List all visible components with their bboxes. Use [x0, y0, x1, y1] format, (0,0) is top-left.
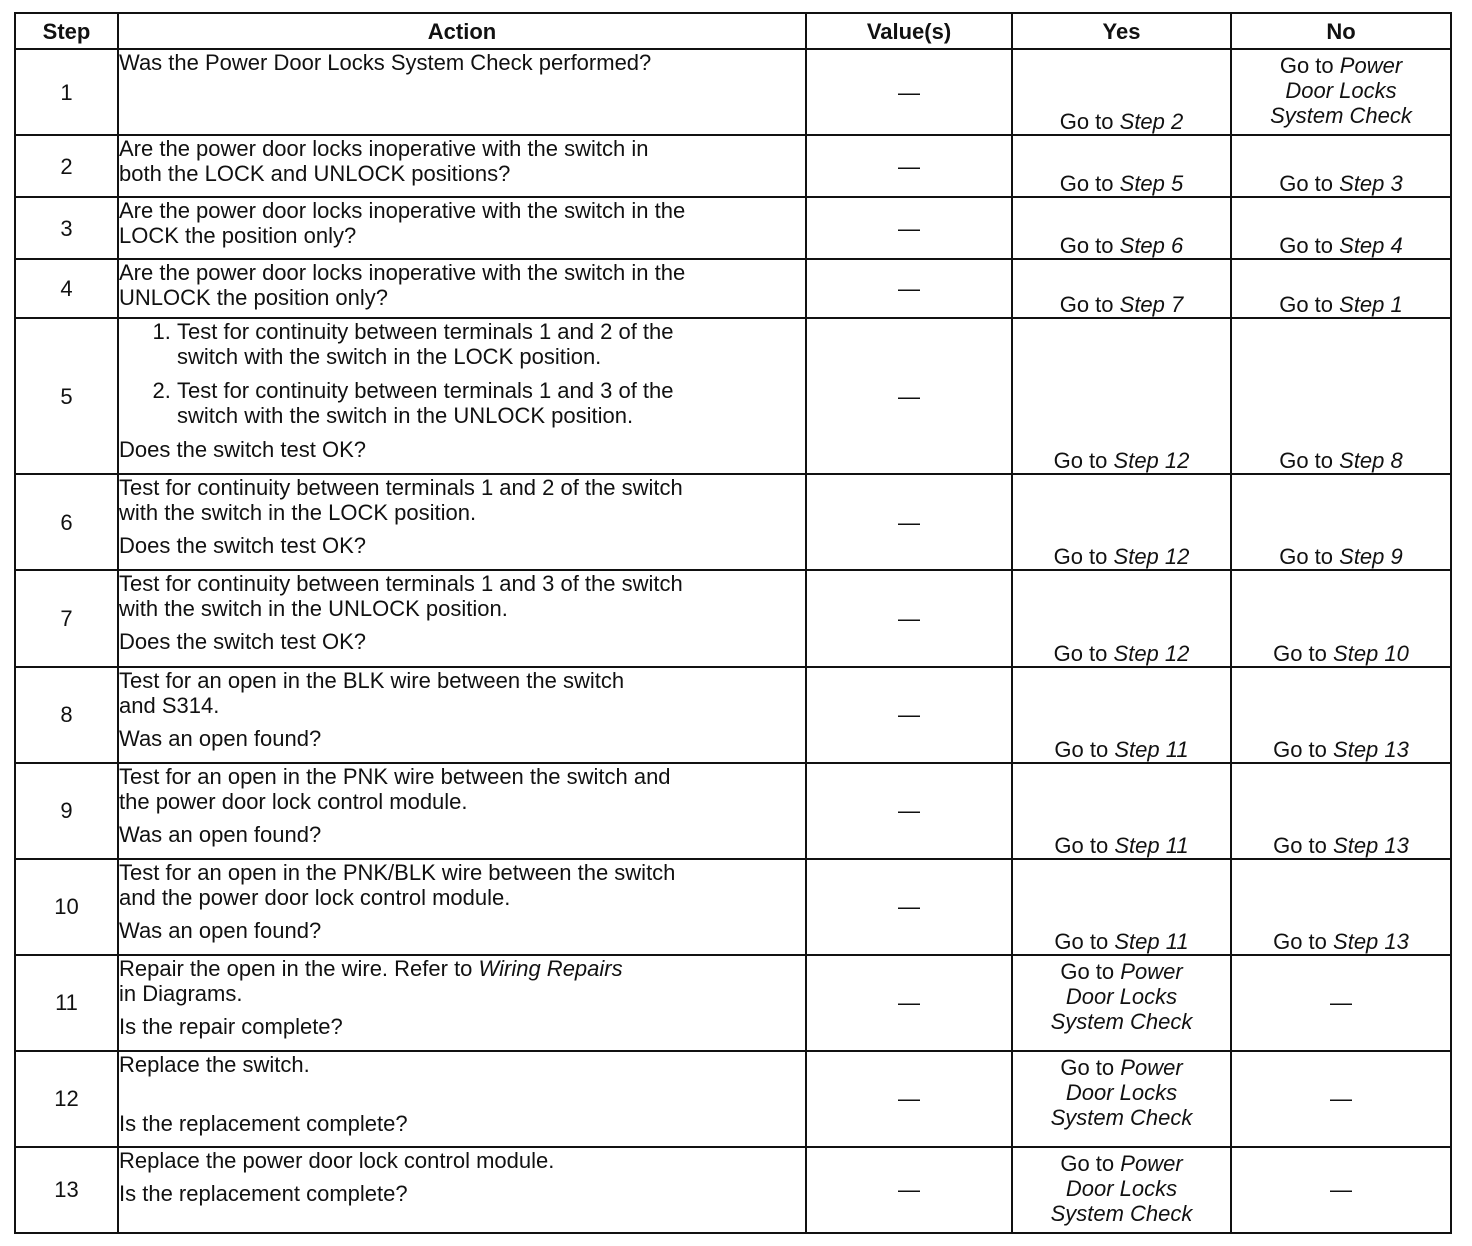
question-text: Was an open found?: [119, 725, 322, 751]
wiring-repairs-link[interactable]: Wiring Repairs: [478, 955, 623, 981]
question-text: Was an open found?: [119, 821, 322, 847]
question-text: Does the switch test OK?: [119, 437, 366, 463]
action-text: UNLOCK the position only?: [119, 285, 389, 311]
value-cell: —: [806, 197, 1012, 259]
step-link[interactable]: Step 10: [1333, 640, 1409, 666]
header-row: [15, 13, 1451, 49]
test-list: [119, 319, 805, 428]
list-item: 1. Test for continuity between terminals 1 and 2 of the switch with the switch in the LOCK position.: [177, 319, 805, 369]
no-cell: Go to Step 8: [1231, 318, 1451, 474]
question-text: Was an open found?: [119, 917, 322, 943]
system-check-link[interactable]: System Check: [1270, 103, 1412, 129]
table-row: [15, 1147, 1451, 1233]
yes-cell: Go to Step 11: [1012, 667, 1231, 763]
action-text: both the LOCK and UNLOCK positions?: [119, 161, 511, 187]
action-text: Are the power door locks inoperative with the switch in the: [119, 260, 686, 286]
action-cell: [118, 955, 806, 1051]
step-number: 5: [15, 318, 118, 474]
action-text: Test for continuity between terminals 1 and 3 of the switch: [119, 571, 683, 597]
step-link[interactable]: Step 8: [1339, 448, 1403, 474]
system-check-link[interactable]: System Check: [1050, 1200, 1193, 1226]
step-number: 10: [15, 859, 118, 955]
step-link[interactable]: Step 9: [1339, 544, 1403, 570]
action-cell: [118, 474, 806, 570]
value-cell: —: [806, 955, 1012, 1051]
action-text: LOCK the position only?: [119, 223, 357, 249]
header-action: Action: [118, 13, 806, 49]
no-cell: Go to Step 10: [1231, 570, 1451, 666]
action-cell: [118, 859, 806, 955]
value-cell: —: [806, 49, 1012, 135]
step-link[interactable]: Step 13: [1333, 832, 1409, 858]
step-link[interactable]: Step 13: [1333, 736, 1409, 762]
yes-cell: Go to Step 6: [1012, 197, 1231, 259]
yes-cell: Go to Step 12: [1012, 318, 1231, 474]
step-number: 1: [15, 49, 118, 135]
system-check-link[interactable]: Door Locks: [1285, 78, 1397, 104]
step-number: 7: [15, 570, 118, 666]
system-check-link[interactable]: Door Locks: [1065, 1175, 1178, 1201]
table-row: [15, 474, 1451, 570]
diagnostic-table: [14, 12, 1452, 1234]
go-to-text: Go to: [1059, 109, 1114, 135]
action-text: Test for an open in the PNK/BLK wire between the switch: [119, 859, 676, 885]
action-cell: [118, 135, 806, 197]
value-cell: —: [806, 667, 1012, 763]
table-row: [15, 197, 1451, 259]
step-link[interactable]: Step 7: [1119, 292, 1184, 318]
header-values: Value(s): [806, 13, 1012, 49]
step-number: 12: [15, 1051, 118, 1147]
no-cell: Go to Step 13: [1231, 859, 1451, 955]
action-text: Test for an open in the PNK wire between the switch and: [119, 763, 671, 789]
action-text: Repair the open in the wire. Refer to: [119, 955, 473, 981]
no-cell: —: [1231, 1051, 1451, 1147]
action-cell: [118, 570, 806, 666]
no-cell: Go to Step 4: [1231, 197, 1451, 259]
step-number: 4: [15, 259, 118, 318]
action-cell: [118, 1051, 806, 1147]
action-text: Replace the power door lock control module.: [119, 1147, 555, 1173]
system-check-link[interactable]: Door Locks: [1065, 983, 1178, 1009]
action-text: and the power door lock control module.: [119, 884, 511, 910]
value-cell: —: [806, 318, 1012, 474]
table-row: [15, 763, 1451, 859]
list-item: 2. Test for continuity between terminals 1 and 3 of the switch with the switch in the UNLOCK position.: [177, 378, 805, 428]
value-cell: —: [806, 763, 1012, 859]
action-cell: [118, 763, 806, 859]
step-number: 9: [15, 763, 118, 859]
value-cell: —: [806, 474, 1012, 570]
system-check-link[interactable]: Power: [1339, 53, 1403, 79]
table-row: [15, 49, 1451, 135]
step-number: 2: [15, 135, 118, 197]
step-link[interactable]: Step 4: [1339, 233, 1403, 259]
step-number: 3: [15, 197, 118, 259]
step-link[interactable]: Step 11: [1114, 928, 1189, 954]
header-step: Step: [15, 13, 118, 49]
action-text: with the switch in the LOCK position.: [119, 500, 477, 526]
action-text: Are the power door locks inoperative with the switch in the: [119, 198, 686, 224]
yes-cell: Go to Step 5: [1012, 135, 1231, 197]
step-link[interactable]: Step 11: [1114, 736, 1189, 762]
action-text: in Diagrams.: [119, 980, 243, 1006]
system-check-link[interactable]: Door Locks: [1065, 1079, 1178, 1105]
action-cell: [118, 49, 806, 135]
no-cell: Go to Step 13: [1231, 667, 1451, 763]
step-link[interactable]: Step 2: [1119, 109, 1184, 135]
step-link[interactable]: Step 12: [1113, 640, 1190, 666]
action-text: Test for an open in the BLK wire between the switch: [119, 667, 625, 693]
table-row: [15, 259, 1451, 318]
value-cell: —: [806, 1051, 1012, 1147]
header-no: No: [1231, 13, 1451, 49]
step-link[interactable]: Step 13: [1333, 928, 1409, 954]
no-cell: —: [1231, 1147, 1451, 1233]
step-link[interactable]: Step 12: [1113, 544, 1190, 570]
question-text: Is the replacement complete?: [119, 1110, 408, 1136]
no-cell: —: [1231, 955, 1451, 1051]
yes-cell: Go to Step 12: [1012, 474, 1231, 570]
header-yes: Yes: [1012, 13, 1231, 49]
system-check-link[interactable]: Power: [1120, 1150, 1183, 1176]
action-text: with the switch in the UNLOCK position.: [119, 596, 508, 622]
action-cell: [118, 667, 806, 763]
yes-cell: Go to Power Door Locks System Check: [1012, 1147, 1231, 1233]
no-cell: [1231, 49, 1451, 135]
step-number: 6: [15, 474, 118, 570]
question-text: Is the repair complete?: [119, 1013, 343, 1039]
action-text: the power door lock control module.: [119, 788, 468, 814]
no-cell: Go to Step 13: [1231, 763, 1451, 859]
action-text: Replace the switch.: [119, 1051, 310, 1077]
table-row: [15, 1051, 1451, 1147]
step-link[interactable]: Step 12: [1113, 448, 1190, 474]
yes-cell: Go to Power Door Locks System Check: [1012, 955, 1231, 1051]
action-cell: [118, 318, 806, 474]
action-cell: [118, 1147, 806, 1233]
action-text: and S314.: [119, 692, 220, 718]
action-cell: [118, 197, 806, 259]
value-cell: —: [806, 135, 1012, 197]
system-check-link[interactable]: System Check: [1050, 1104, 1193, 1130]
value-cell: —: [806, 259, 1012, 318]
step-link[interactable]: Step 6: [1119, 233, 1184, 259]
value-cell: —: [806, 570, 1012, 666]
value-cell: —: [806, 859, 1012, 955]
yes-cell: Go to Step 12: [1012, 570, 1231, 666]
step-link[interactable]: Step 5: [1119, 171, 1184, 197]
yes-cell: Go to Step 11: [1012, 859, 1231, 955]
yes-cell: Go to Power Door Locks System Check: [1012, 1051, 1231, 1147]
step-link[interactable]: Step 1: [1339, 292, 1403, 318]
yes-cell: Go to Step 7: [1012, 259, 1231, 318]
step-link[interactable]: Step 3: [1339, 171, 1403, 197]
step-number: 8: [15, 667, 118, 763]
action-text: Was the Power Door Locks System Check performed?: [119, 50, 652, 76]
action-text: Are the power door locks inoperative with the switch in: [119, 136, 649, 162]
table-row: [15, 667, 1451, 763]
system-check-link[interactable]: Power: [1120, 1054, 1183, 1080]
yes-cell: Go to Step 11: [1012, 763, 1231, 859]
no-cell: Go to Step 3: [1231, 135, 1451, 197]
table-row: [15, 859, 1451, 955]
system-check-link[interactable]: Power: [1120, 958, 1183, 984]
yes-cell: [1012, 49, 1231, 135]
no-cell: Go to Step 1: [1231, 259, 1451, 318]
table-row: [15, 135, 1451, 197]
no-cell: Go to Step 9: [1231, 474, 1451, 570]
question-text: Is the replacement complete?: [119, 1180, 408, 1206]
table-row: [15, 318, 1451, 474]
question-text: Does the switch test OK?: [119, 533, 366, 559]
table-row: [15, 570, 1451, 666]
action-text: Test for continuity between terminals 1 and 2 of the switch: [119, 475, 683, 501]
action-cell: [118, 259, 806, 318]
question-text: Does the switch test OK?: [119, 629, 366, 655]
step-number: 11: [15, 955, 118, 1051]
go-to-text: Go to: [1279, 53, 1334, 79]
table-row: [15, 955, 1451, 1051]
step-link[interactable]: Step 11: [1114, 832, 1189, 858]
value-cell: —: [806, 1147, 1012, 1233]
step-number: 13: [15, 1147, 118, 1233]
system-check-link[interactable]: System Check: [1050, 1008, 1193, 1034]
